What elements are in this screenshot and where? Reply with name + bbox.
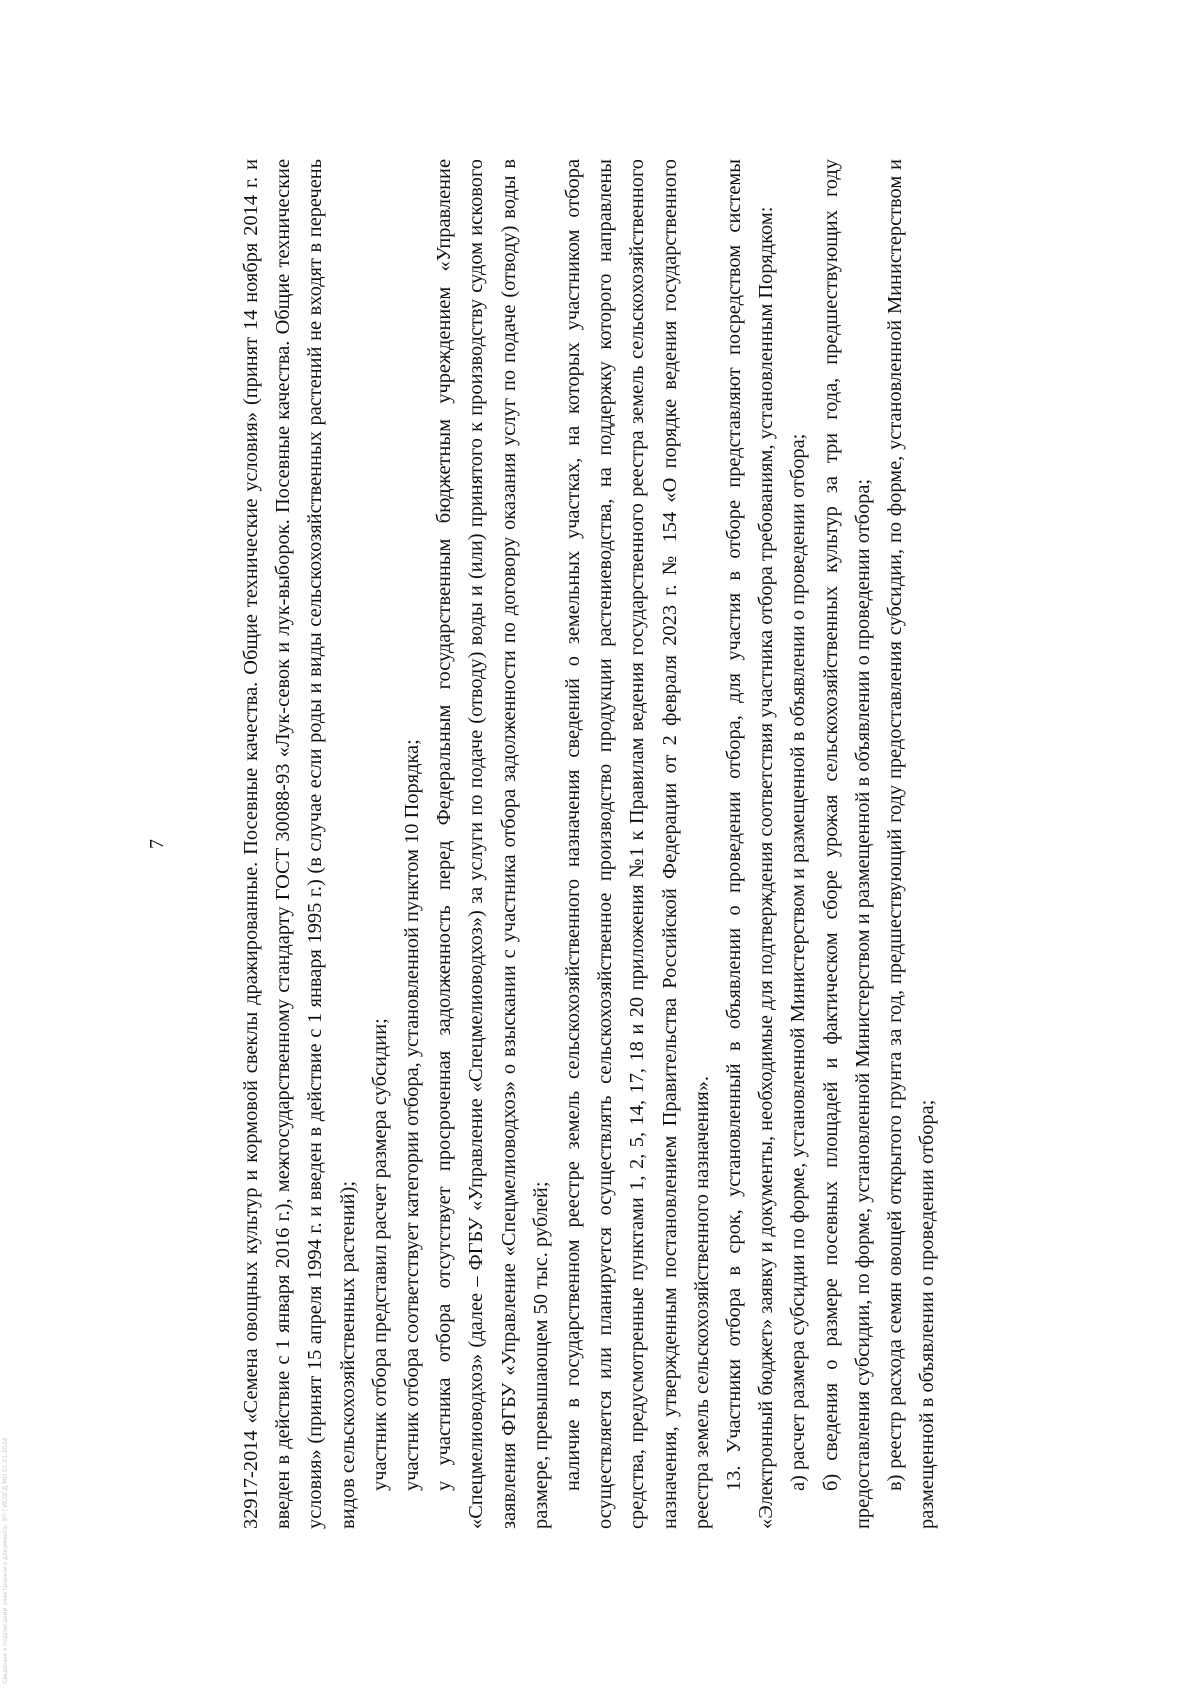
paragraph-item-b: б) сведения о размере посевных площадей и фактическом сборе урожая сельскохозяйственных культур за три года, предшествующих году предоставления субсидии, по форме, установленной Министерством и размещенной в объявлении о проведении отбора; [819,158,874,1529]
paragraph-no-debt-condition: у участника отбора отсутствует просроченная задолженность перед Федеральным государственным бюджетным учреждением «Управление «Спецмелиоводхоз» (далее – ФГБУ «Управление «Спецмелиоводхоз») за услуги по подаче (отводу) воды и (или) принятого к производству судом искового заявления ФГБУ «Управление «Спецмелиоводхоз» о взыскании с участника отбора задолженности по договору оказания услуг по подаче (отводу) воды в размере, превышающем 50 тыс. рублей; [433,158,552,1529]
paragraph-land-registry-condition: наличие в государственном реестре земель сельскохозяйственного назначения сведений о земельных участках, на которых участником отбора осуществляется или планируется осуществлять сельскохозяйственное производство продукции растениеводства, на поддержку которого направлены средства, предусмотренные пунктами 1, 2, 5, 14, 17, 18 и 20 приложения №1 к Правилам ведения государственного реестра земель сельскохозяйственного назначения, утвержденным постановлением Правительства Российской Федерации от 2 февраля 2023 г. № 154 «О порядке ведения государственного реестра земель сельскохозяйственного назначения». [562,158,713,1529]
paragraph-item-v: в) реестр расхода семян овощей открытого грунта за год, предшествующий году предоставления субсидии, по форме, установленной Министерством и размещенной в объявлении о проведении отбора; [884,158,939,1529]
paragraph-standards-continuation: 32917-2014 «Семена овощных культур и кормовой свеклы дражированные. Посевные качества. Общие технические условия» (принят 14 ноября 2014 г. и введен в действие с 1 января 2016 г.), межгосударственному стандарту ГОСТ 30088-93 «Лук-севок и лук-выборок. Посевные качества. Общие технические условия» (принят 15 апреля 1994 г. и введен в действие с 1 января 1995 г.) (в случае если роды и виды сельскохозяйственных растений не входят в перечень видов сельскохозяйственных растений); [240,158,359,1529]
page-number: 7 [146,838,168,849]
document-body [235,159,943,1529]
paragraph-section-13: 13. Участники отбора в срок, установленный в объявлении о проведении отбора, для участия в отборе представляют посредством системы «Электронный бюджет» заявку и документы, необходимые для подтверждения соответствия участника отбора требованиям, установленным Порядком: [723,158,778,1529]
paragraph-subsidy-calculation-condition: участник отбора представил расчет размера субсидии; [368,1017,391,1491]
paragraph-item-a: а) расчет размера субсидии по форме, установленной Министерством и размещенной в объявлении о проведении отбора; [787,433,810,1491]
rotated-text-frame [145,159,1085,1529]
footer-signature-note: Сведения о подписании электронного документа: ЭП ГИСОГД МО 01.01.2024 [2,1437,9,1684]
paragraph-category-condition: участник отбора соответствует категории отбора, установленной пунктом 10 Порядка; [401,738,424,1491]
